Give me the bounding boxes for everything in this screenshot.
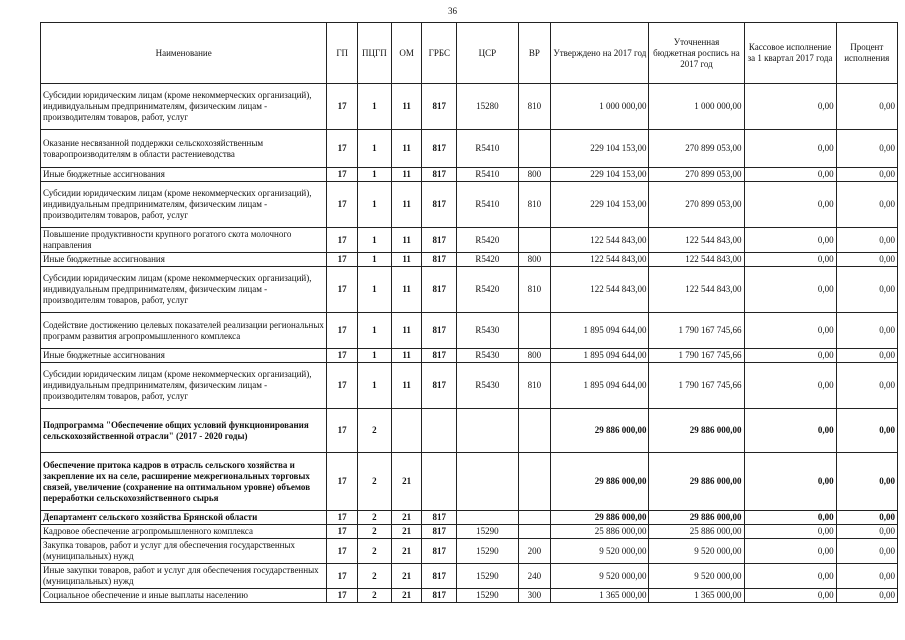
row-percent: 0,00 <box>836 453 897 511</box>
row-grbs: 817 <box>422 228 457 253</box>
row-grbs: 817 <box>422 182 457 228</box>
row-refined: 1 790 167 745,66 <box>649 313 744 349</box>
row-pcgp: 2 <box>358 525 392 539</box>
row-vr: 810 <box>518 182 551 228</box>
row-grbs: 817 <box>422 168 457 182</box>
row-grbs: 817 <box>422 589 457 603</box>
row-csr: R5420 <box>457 253 518 267</box>
row-approved: 1 000 000,00 <box>551 84 649 130</box>
row-refined: 122 544 843,00 <box>649 228 744 253</box>
row-pcgp: 1 <box>358 228 392 253</box>
row-pcgp: 1 <box>358 313 392 349</box>
row-om: 11 <box>391 363 422 409</box>
row-approved: 25 886 000,00 <box>551 525 649 539</box>
table-header-row <box>41 23 898 84</box>
row-gp: 17 <box>327 267 358 313</box>
row-name: Оказание несвязанной поддержки сельскохозяйственным товаропроизводителям в области растениеводства <box>41 130 327 168</box>
row-refined: 122 544 843,00 <box>649 267 744 313</box>
table-row <box>41 253 898 267</box>
row-refined: 1 365 000,00 <box>649 589 744 603</box>
row-name: Кадровое обеспечение агропромышленного комплекса <box>41 525 327 539</box>
row-om: 21 <box>391 589 422 603</box>
row-pcgp: 2 <box>358 409 392 453</box>
row-grbs: 817 <box>422 511 457 525</box>
row-refined: 9 520 000,00 <box>649 539 744 564</box>
row-gp: 17 <box>327 313 358 349</box>
row-cash: 0,00 <box>744 253 836 267</box>
row-cash: 0,00 <box>744 511 836 525</box>
row-om: 11 <box>391 168 422 182</box>
row-gp: 17 <box>327 130 358 168</box>
table-row <box>41 525 898 539</box>
row-refined: 270 899 053,00 <box>649 182 744 228</box>
row-om: 21 <box>391 453 422 511</box>
row-csr <box>457 511 518 525</box>
row-grbs: 817 <box>422 313 457 349</box>
row-approved: 122 544 843,00 <box>551 253 649 267</box>
header-pcgp: ПЦГП <box>358 23 392 84</box>
table-row <box>41 409 898 453</box>
row-om: 21 <box>391 511 422 525</box>
table-row <box>41 453 898 511</box>
row-om: 21 <box>391 564 422 589</box>
row-refined: 29 886 000,00 <box>649 409 744 453</box>
table-row <box>41 511 898 525</box>
row-cash: 0,00 <box>744 168 836 182</box>
row-name: Обеспечение притока кадров в отрасль сельского хозяйства и закрепление их на селе, расширение межрегиональных торговых связей, увеличение (сохранение на оптимальном уровне) объемов переработки сельскохозяйственного сырья <box>41 453 327 511</box>
row-percent: 0,00 <box>836 168 897 182</box>
row-om <box>391 409 422 453</box>
row-grbs: 817 <box>422 525 457 539</box>
row-cash: 0,00 <box>744 409 836 453</box>
table-body <box>41 84 898 603</box>
row-vr <box>518 228 551 253</box>
row-refined: 1 790 167 745,66 <box>649 349 744 363</box>
table-row <box>41 84 898 130</box>
row-gp: 17 <box>327 168 358 182</box>
row-refined: 270 899 053,00 <box>649 168 744 182</box>
row-pcgp: 1 <box>358 363 392 409</box>
row-csr: 15290 <box>457 539 518 564</box>
row-approved: 29 886 000,00 <box>551 453 649 511</box>
row-gp: 17 <box>327 228 358 253</box>
row-cash: 0,00 <box>744 525 836 539</box>
row-grbs: 817 <box>422 539 457 564</box>
row-cash: 0,00 <box>744 564 836 589</box>
row-csr: R5420 <box>457 267 518 313</box>
row-csr <box>457 409 518 453</box>
row-vr: 240 <box>518 564 551 589</box>
budget-table <box>40 22 898 603</box>
row-csr: 15290 <box>457 589 518 603</box>
row-om: 11 <box>391 349 422 363</box>
row-name: Содействие достижению целевых показателей реализации региональных программ развития агропромышленного комплекса <box>41 313 327 349</box>
page-number: 36 <box>448 6 457 16</box>
row-vr: 200 <box>518 539 551 564</box>
row-name: Иные бюджетные ассигнования <box>41 349 327 363</box>
row-grbs <box>422 409 457 453</box>
row-grbs: 817 <box>422 130 457 168</box>
row-percent: 0,00 <box>836 363 897 409</box>
row-grbs: 817 <box>422 349 457 363</box>
row-pcgp: 1 <box>358 84 392 130</box>
row-csr: R5430 <box>457 363 518 409</box>
row-gp: 17 <box>327 453 358 511</box>
row-gp: 17 <box>327 349 358 363</box>
row-cash: 0,00 <box>744 84 836 130</box>
row-vr: 800 <box>518 168 551 182</box>
header-refined: Уточненная бюджетная роспись на 2017 год <box>649 23 744 84</box>
row-approved: 229 104 153,00 <box>551 130 649 168</box>
row-csr: R5430 <box>457 349 518 363</box>
row-om: 11 <box>391 267 422 313</box>
row-pcgp: 2 <box>358 511 392 525</box>
table-row <box>41 564 898 589</box>
row-name: Иные закупки товаров, работ и услуг для обеспечения государственных (муниципальных) нужд <box>41 564 327 589</box>
row-name: Субсидии юридическим лицам (кроме некоммерческих организаций), индивидуальным предпринимателям, физическим лицам - производителям товаров, работ, услуг <box>41 182 327 228</box>
row-csr: R5410 <box>457 130 518 168</box>
row-csr: R5410 <box>457 182 518 228</box>
row-cash: 0,00 <box>744 228 836 253</box>
row-cash: 0,00 <box>744 539 836 564</box>
row-vr: 810 <box>518 84 551 130</box>
header-csr: ЦСР <box>457 23 518 84</box>
row-vr <box>518 130 551 168</box>
row-om: 11 <box>391 253 422 267</box>
header-vr: ВР <box>518 23 551 84</box>
row-percent: 0,00 <box>836 511 897 525</box>
row-cash: 0,00 <box>744 313 836 349</box>
row-vr: 810 <box>518 267 551 313</box>
header-approved: Утверждено на 2017 год <box>551 23 649 84</box>
row-gp: 17 <box>327 363 358 409</box>
header-om: ОМ <box>391 23 422 84</box>
table-row <box>41 539 898 564</box>
row-cash: 0,00 <box>744 130 836 168</box>
row-percent: 0,00 <box>836 228 897 253</box>
row-vr <box>518 453 551 511</box>
table-row <box>41 313 898 349</box>
row-refined: 9 520 000,00 <box>649 564 744 589</box>
row-cash: 0,00 <box>744 363 836 409</box>
row-csr: 15290 <box>457 525 518 539</box>
row-gp: 17 <box>327 589 358 603</box>
row-name: Субсидии юридическим лицам (кроме некоммерческих организаций), индивидуальным предпринимателям, физическим лицам - производителям товаров, работ, услуг <box>41 84 327 130</box>
row-cash: 0,00 <box>744 453 836 511</box>
row-pcgp: 2 <box>358 453 392 511</box>
row-grbs <box>422 453 457 511</box>
row-refined: 270 899 053,00 <box>649 130 744 168</box>
table-row <box>41 130 898 168</box>
row-vr: 810 <box>518 363 551 409</box>
table-row <box>41 267 898 313</box>
row-name: Субсидии юридическим лицам (кроме некоммерческих организаций), индивидуальным предпринимателям, физическим лицам - производителям товаров, работ, услуг <box>41 267 327 313</box>
row-approved: 122 544 843,00 <box>551 267 649 313</box>
row-approved: 1 895 094 644,00 <box>551 363 649 409</box>
row-approved: 229 104 153,00 <box>551 168 649 182</box>
row-approved: 1 895 094 644,00 <box>551 349 649 363</box>
row-name: Иные бюджетные ассигнования <box>41 168 327 182</box>
row-cash: 0,00 <box>744 589 836 603</box>
row-name: Подпрограмма "Обеспечение общих условий функционирования сельскохозяйственной отрасли" (2017 - 2020 годы) <box>41 409 327 453</box>
row-vr <box>518 313 551 349</box>
row-csr: R5430 <box>457 313 518 349</box>
row-percent: 0,00 <box>836 539 897 564</box>
row-om: 11 <box>391 130 422 168</box>
row-om: 11 <box>391 182 422 228</box>
row-gp: 17 <box>327 539 358 564</box>
row-grbs: 817 <box>422 564 457 589</box>
row-percent: 0,00 <box>836 267 897 313</box>
row-name: Социальное обеспечение и иные выплаты населению <box>41 589 327 603</box>
row-name: Иные бюджетные ассигнования <box>41 253 327 267</box>
row-gp: 17 <box>327 511 358 525</box>
row-percent: 0,00 <box>836 349 897 363</box>
row-pcgp: 2 <box>358 564 392 589</box>
row-grbs: 817 <box>422 253 457 267</box>
row-percent: 0,00 <box>836 409 897 453</box>
row-refined: 1 000 000,00 <box>649 84 744 130</box>
row-name: Субсидии юридическим лицам (кроме некоммерческих организаций), индивидуальным предпринимателям, физическим лицам - производителям товаров, работ, услуг <box>41 363 327 409</box>
row-refined: 1 790 167 745,66 <box>649 363 744 409</box>
row-approved: 1 895 094 644,00 <box>551 313 649 349</box>
row-approved: 122 544 843,00 <box>551 228 649 253</box>
row-vr <box>518 409 551 453</box>
row-percent: 0,00 <box>836 130 897 168</box>
row-cash: 0,00 <box>744 349 836 363</box>
row-approved: 29 886 000,00 <box>551 409 649 453</box>
row-csr: 15290 <box>457 564 518 589</box>
row-om: 11 <box>391 313 422 349</box>
row-pcgp: 1 <box>358 267 392 313</box>
row-percent: 0,00 <box>836 253 897 267</box>
row-approved: 229 104 153,00 <box>551 182 649 228</box>
row-refined: 25 886 000,00 <box>649 525 744 539</box>
header-cash: Кассовое исполнение за 1 квартал 2017 года <box>744 23 836 84</box>
row-gp: 17 <box>327 564 358 589</box>
row-gp: 17 <box>327 253 358 267</box>
row-pcgp: 1 <box>358 253 392 267</box>
row-om: 11 <box>391 228 422 253</box>
row-vr: 800 <box>518 349 551 363</box>
row-csr: R5420 <box>457 228 518 253</box>
row-om: 11 <box>391 84 422 130</box>
row-grbs: 817 <box>422 84 457 130</box>
row-pcgp: 1 <box>358 349 392 363</box>
row-cash: 0,00 <box>744 267 836 313</box>
row-om: 21 <box>391 525 422 539</box>
row-approved: 9 520 000,00 <box>551 539 649 564</box>
row-pcgp: 1 <box>358 130 392 168</box>
row-cash: 0,00 <box>744 182 836 228</box>
row-percent: 0,00 <box>836 525 897 539</box>
row-gp: 17 <box>327 525 358 539</box>
row-percent: 0,00 <box>836 313 897 349</box>
row-approved: 9 520 000,00 <box>551 564 649 589</box>
row-pcgp: 1 <box>358 168 392 182</box>
row-gp: 17 <box>327 409 358 453</box>
header-name: Наименование <box>41 23 327 84</box>
row-pcgp: 2 <box>358 539 392 564</box>
row-percent: 0,00 <box>836 84 897 130</box>
row-percent: 0,00 <box>836 182 897 228</box>
row-vr <box>518 511 551 525</box>
row-om: 21 <box>391 539 422 564</box>
row-approved: 29 886 000,00 <box>551 511 649 525</box>
row-gp: 17 <box>327 182 358 228</box>
row-gp: 17 <box>327 84 358 130</box>
row-pcgp: 2 <box>358 589 392 603</box>
table-row <box>41 182 898 228</box>
header-percent: Процент исполнения <box>836 23 897 84</box>
table-row <box>41 589 898 603</box>
row-vr: 300 <box>518 589 551 603</box>
table-row <box>41 349 898 363</box>
row-pcgp: 1 <box>358 182 392 228</box>
row-percent: 0,00 <box>836 589 897 603</box>
row-refined: 29 886 000,00 <box>649 453 744 511</box>
row-name: Закупка товаров, работ и услуг для обеспечения государственных (муниципальных) нужд <box>41 539 327 564</box>
row-csr <box>457 453 518 511</box>
row-refined: 122 544 843,00 <box>649 253 744 267</box>
row-percent: 0,00 <box>836 564 897 589</box>
row-csr: R5410 <box>457 168 518 182</box>
row-csr: 15280 <box>457 84 518 130</box>
row-approved: 1 365 000,00 <box>551 589 649 603</box>
row-name: Департамент сельского хозяйства Брянской области <box>41 511 327 525</box>
row-grbs: 817 <box>422 267 457 313</box>
table-row <box>41 363 898 409</box>
row-vr <box>518 525 551 539</box>
row-grbs: 817 <box>422 363 457 409</box>
header-grbs: ГРБС <box>422 23 457 84</box>
row-refined: 29 886 000,00 <box>649 511 744 525</box>
row-vr: 800 <box>518 253 551 267</box>
table-row <box>41 168 898 182</box>
header-gp: ГП <box>327 23 358 84</box>
table-row <box>41 228 898 253</box>
row-name: Повышение продуктивности крупного рогатого скота молочного направления <box>41 228 327 253</box>
